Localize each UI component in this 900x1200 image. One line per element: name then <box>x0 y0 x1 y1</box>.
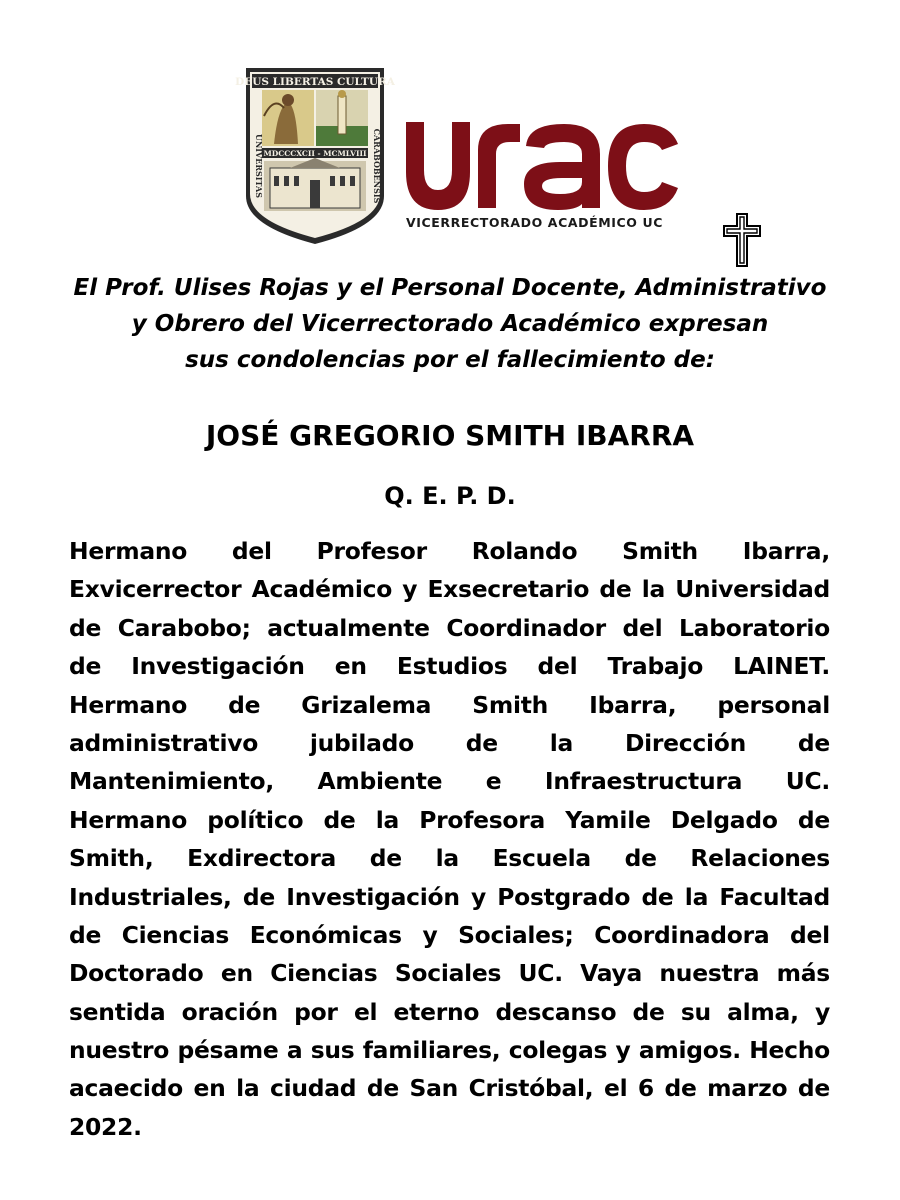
body-word: Grizalema <box>301 690 432 719</box>
deceased-name: JOSÉ GREGORIO SMITH IBARRA <box>205 419 695 452</box>
body-word: 6 <box>637 1074 654 1103</box>
body-word: acaecido <box>69 1074 183 1103</box>
body-word: del <box>790 920 830 949</box>
body-line <box>69 532 830 570</box>
body-word: de <box>624 844 657 873</box>
body-line <box>69 724 830 762</box>
body-word: Cristóbal, <box>468 1074 594 1103</box>
body-word: de <box>242 882 275 911</box>
body-word: en <box>193 1074 226 1103</box>
body-word: más <box>776 959 830 988</box>
body-line <box>69 993 830 1031</box>
body-word: Yamile <box>565 805 651 834</box>
body-word: e <box>485 767 502 796</box>
body-word: Escuela <box>492 844 591 873</box>
body-word: familiares, <box>362 1036 501 1065</box>
body-line <box>69 647 830 685</box>
body-line <box>69 762 830 800</box>
body-word: Hermano <box>69 690 188 719</box>
body-word: la <box>641 575 665 604</box>
body-word: Exvicerrector <box>69 575 242 604</box>
body-word: UC. <box>785 767 830 796</box>
body-word: Exsecretario <box>427 575 590 604</box>
seal-motto: DEUS LIBERTAS CULTURA <box>235 76 395 88</box>
body-word: de <box>69 920 102 949</box>
body-word: Sociales; <box>458 920 574 949</box>
body-word: Facultad <box>719 882 830 911</box>
latin-cross-icon <box>720 212 764 268</box>
body-word: Laboratorio <box>679 613 830 642</box>
body-word: Estudios <box>396 652 508 681</box>
body-word: Ciencias <box>121 920 230 949</box>
body-word: la <box>435 844 459 873</box>
body-word: del <box>231 537 272 565</box>
body-word: Coordinadora <box>594 920 770 949</box>
body-word: sus <box>310 1036 355 1065</box>
university-seal-icon <box>235 66 395 246</box>
body-word: Smith <box>622 537 698 565</box>
body-word: de <box>797 728 830 757</box>
body-word: Ciencias <box>270 959 378 988</box>
body-line <box>69 801 830 839</box>
body-word: Rolando <box>471 537 578 565</box>
body-word: Dirección <box>624 728 746 757</box>
body-word: Doctorado <box>69 959 204 988</box>
body-word: la <box>684 882 709 911</box>
intro-text <box>40 270 860 378</box>
body-word: Infraestructura <box>544 767 743 796</box>
body-word: Ambiente <box>317 767 443 796</box>
body-word: pésame <box>177 1036 279 1065</box>
body-word: amigos. <box>638 1036 741 1065</box>
body-word: marzo <box>707 1074 788 1103</box>
body-word: Ibarra, <box>589 690 677 719</box>
body-word: eterno <box>393 997 480 1026</box>
seal-right-text: CARABOBENSIS <box>372 128 382 204</box>
body-word: del <box>622 613 663 642</box>
body-word: Postgrado <box>497 882 631 911</box>
body-word: Delgado <box>670 805 778 834</box>
body-word: oración <box>181 997 278 1026</box>
body-word: alma, <box>727 997 799 1026</box>
body-word: de <box>366 1074 399 1103</box>
body-word: Hermano <box>69 537 188 565</box>
body-word: de <box>69 613 102 642</box>
body-line <box>69 878 830 916</box>
body-word: de <box>369 844 402 873</box>
body-word: sentida <box>69 997 166 1026</box>
body-word: Exdirectora <box>187 844 337 873</box>
body-word: UC. <box>518 959 563 988</box>
body-word: Ibarra, <box>742 537 830 565</box>
body-word: a <box>286 1036 303 1065</box>
urac-logo-mark <box>404 120 680 212</box>
body-word: la <box>549 728 574 757</box>
body-word: Industriales, <box>69 882 232 911</box>
seal-left-text: UNIVERSITAS <box>254 133 264 199</box>
body-word: de <box>465 728 498 757</box>
body-word: su <box>680 997 711 1026</box>
body-word: la <box>375 805 400 834</box>
body-word: de <box>323 805 356 834</box>
body-word: Smith, <box>69 844 154 873</box>
seal-dates: MDCCCXCII - MCMLVIII <box>263 149 367 158</box>
body-word: Carabobo; <box>117 613 251 642</box>
body-word: LAINET. <box>733 652 830 681</box>
body-word: jubilado <box>309 728 414 757</box>
body-word: ciudad <box>269 1074 357 1103</box>
body-word: nuestra <box>659 959 760 988</box>
intro-line: y Obrero del Vicerrectorado Académico expresan <box>131 311 769 337</box>
body-word: de <box>69 652 102 681</box>
body-word: Profesor <box>316 537 427 565</box>
urac-subtitle: VICERRECTORADO ACADÉMICO UC <box>406 215 664 230</box>
body-word: y <box>402 575 418 604</box>
body-word: Hecho <box>749 1036 830 1065</box>
body-line <box>69 1069 830 1107</box>
body-word: de <box>641 882 674 911</box>
body-word: de <box>632 997 665 1026</box>
body-line <box>69 1031 830 1069</box>
body-word: nuestro <box>69 1036 170 1065</box>
body-word: Trabajo <box>607 652 704 681</box>
body-word: Académico <box>251 575 393 604</box>
body-word: Universidad <box>675 575 830 604</box>
body-word: de <box>599 575 632 604</box>
body-word: Relaciones <box>690 844 830 873</box>
body-word: en <box>334 652 367 681</box>
body-word: por <box>294 997 338 1026</box>
body-word: del <box>537 652 578 681</box>
body-word: y <box>615 1036 631 1065</box>
urac-logo <box>404 120 680 234</box>
body-line <box>69 609 830 647</box>
body-word: Investigación <box>131 652 305 681</box>
body-word: y <box>422 920 438 949</box>
body-line <box>69 1108 830 1146</box>
body-word: y <box>470 882 486 911</box>
body-word: Profesora <box>419 805 546 834</box>
body-word: Smith <box>472 690 549 719</box>
body-line <box>69 570 830 608</box>
body-word: Vaya <box>580 959 643 988</box>
body-word: en <box>220 959 253 988</box>
body-word: Económicas <box>249 920 402 949</box>
body-word: de <box>228 690 261 719</box>
body-word: Mantenimiento, <box>69 767 274 796</box>
qepd-label: Q. E. P. D. <box>384 482 516 510</box>
body-word: descanso <box>495 997 617 1026</box>
body-word: personal <box>717 690 830 719</box>
intro-line: sus condolencias por el fallecimiento de: <box>185 347 715 373</box>
body-word: 2022. <box>69 1112 142 1141</box>
body-line <box>69 839 830 877</box>
body-line <box>69 686 830 724</box>
body-word: Coordinador <box>446 613 606 642</box>
body-word: San <box>409 1074 459 1103</box>
intro-line: El Prof. Ulises Rojas y el Personal Docente, Administrativo <box>73 275 827 301</box>
body-line <box>69 954 830 992</box>
body-word: la <box>236 1074 260 1103</box>
body-word: actualmente <box>267 613 430 642</box>
body-word: de <box>797 805 830 834</box>
body-word: el <box>353 997 378 1026</box>
body-word: y <box>814 997 830 1026</box>
body-word: Investigación <box>286 882 460 911</box>
body-word: Sociales <box>394 959 502 988</box>
body-word: administrativo <box>69 728 259 757</box>
body-word: colegas <box>508 1036 608 1065</box>
body-line <box>69 916 830 954</box>
body-word: el <box>603 1074 628 1103</box>
body-word: político <box>207 805 304 834</box>
body-word: de <box>664 1074 697 1103</box>
body-word: Hermano <box>69 805 188 834</box>
condolence-body <box>69 532 830 1146</box>
body-word: de <box>797 1074 830 1103</box>
